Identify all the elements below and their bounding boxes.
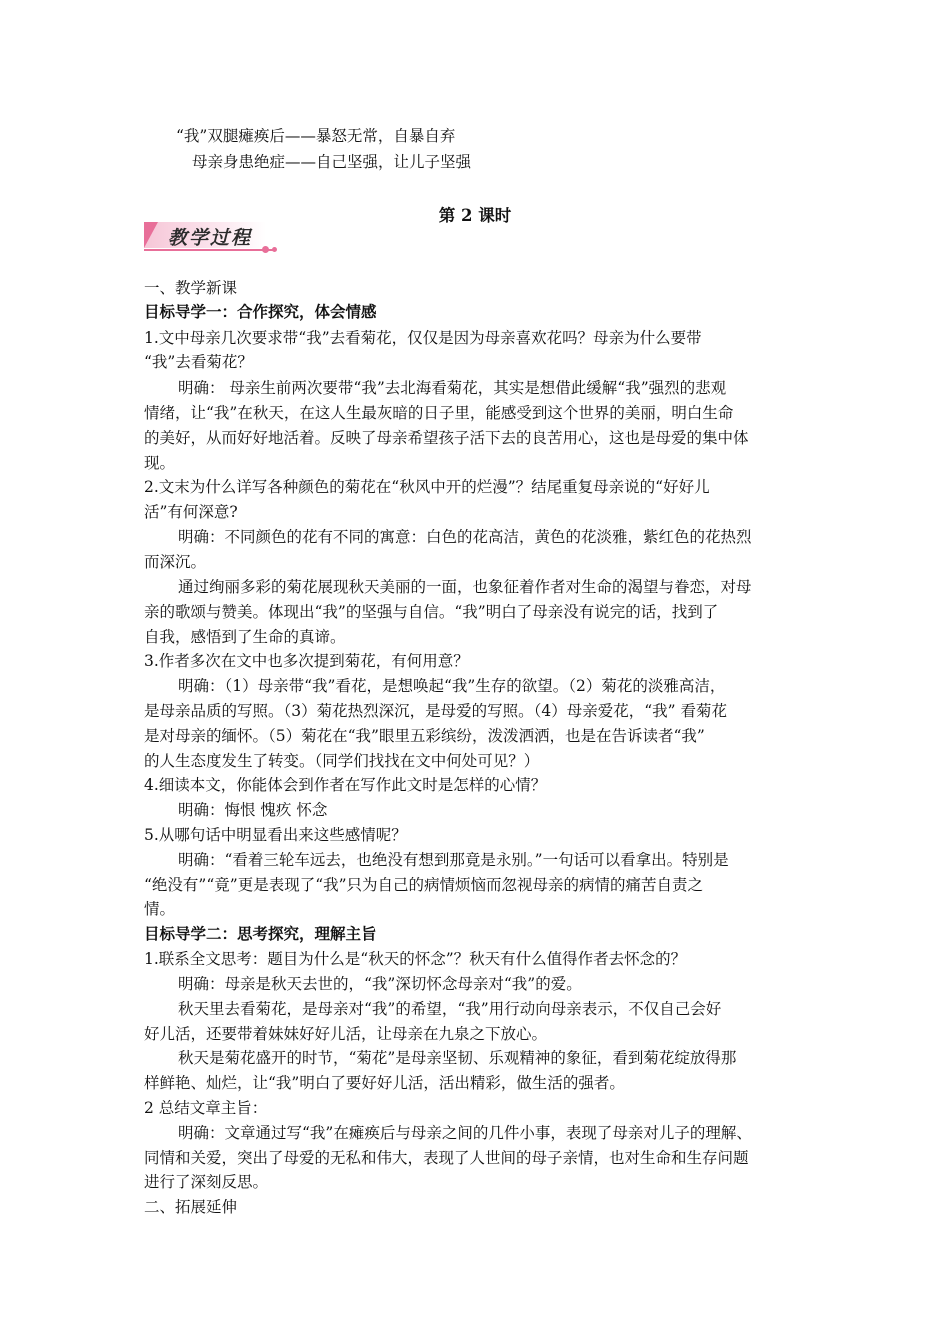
paragraph-line: 样鲜艳、灿烂，让“我”明白了要好好儿活，活出精彩，做生活的强者。 (144, 1074, 625, 1092)
answer-line: 的人生态度发生了转变。（同学们找找在文中何处可见？） (144, 752, 540, 770)
answer-line: 明确：母亲是秋天去世的，“我”深切怀念母亲对“我”的爱。 (178, 975, 582, 993)
banner-label: 教学过程 (168, 227, 253, 249)
paragraph-line: 自我，感悟到了生命的真谛。 (144, 628, 346, 646)
answer-line: 现。 (144, 454, 176, 472)
question-line: 3.作者多次在文中也多次提到菊花，有何用意？ (144, 652, 469, 670)
answer-line: 而深沉。 (144, 553, 207, 571)
intro-line-2: 母亲身患绝症——自己坚强，让儿子坚强 (192, 153, 472, 171)
answer-line: “绝没有”“竟”更是表现了“我”只为自己的病情烦恼而忽视母亲的病情的痛苦自责之 (144, 876, 704, 894)
answer-line: 明确： 母亲生前两次要带“我”去北海看菊花，其实是想借此缓解“我”强烈的悲观 (178, 379, 727, 397)
banner-dot-icon (272, 247, 277, 252)
banner-accent (144, 222, 158, 248)
question-line: 2.文末为什么详写各种颜色的菊花在“秋风中开的烂漫”？结尾重复母亲说的“好好儿 (144, 478, 710, 496)
answer-line: 同情和关爱，突出了母爱的无私和伟大，表现了人世间的母子亲情，也对生命和生存问题 (144, 1149, 749, 1167)
intro-line-1: “我”双腿瘫痪后——暴怒无常，自暴自弃 (176, 127, 456, 145)
answer-line: 明确：“看着三轮车远去，也绝没有想到那竟是永别。”一句话可以看拿出。特别是 (178, 851, 729, 869)
answer-line: 进行了深刻反思。 (144, 1173, 269, 1191)
paragraph-line: 好儿活，还要带着妹妹好好儿活，让母亲在九泉之下放心。 (144, 1025, 548, 1043)
question-line: 1.联系全文思考：题目为什么是“秋天的怀念”？秋天有什么值得作者去怀念的？ (144, 950, 687, 968)
question-line: 1.文中母亲几次要求带“我”去看菊花，仅仅是因为母亲喜欢花吗？母亲为什么要带 (144, 329, 702, 347)
answer-line: 的美好，从而好好地活着。反映了母亲希望孩子活下去的良苦用心，这也是母爱的集中体 (144, 429, 749, 447)
paragraph-line: 秋天里去看菊花，是母亲对“我”的希望，“我”用行动向母亲表示，不仅自己会好 (178, 1000, 722, 1018)
answer-line: 是对母亲的缅怀。（5）菊花在“我”眼里五彩缤纷，泼泼洒洒，也是在告诉读者“我” (144, 727, 705, 745)
answer-line: 明确：文章通过写“我”在瘫痪后与母亲之间的几件小事，表现了母亲对儿子的理解、 (178, 1124, 752, 1142)
question-line: 5.从哪句话中明显看出来这些感情呢？ (144, 826, 407, 844)
paragraph-line: 通过绚丽多彩的菊花展现秋天美丽的一面，也象征着作者对生命的渴望与眷恋，对母 (178, 578, 752, 596)
question-line: 活”有何深意? (144, 503, 238, 521)
question-line: 4.细读本文，你能体会到作者在写作此文时是怎样的心情？ (144, 776, 547, 794)
lesson-title: 第 2 课时 (438, 206, 512, 225)
paragraph-line: 秋天是菊花盛开的时节，“菊花”是母亲坚韧、乐观精神的象征，看到菊花绽放得那 (178, 1049, 737, 1067)
answer-line: 情绪，让“我”在秋天，在这人生最灰暗的日子里，能感受到这个世界的美丽，明白生命 (144, 404, 734, 422)
answer-line: 明确：不同颜色的花有不同的寓意：白色的花高洁，黄色的花淡雅，紫红色的花热烈 (178, 528, 752, 546)
paragraph-line: 亲的歌颂与赞美。体现出“我”的坚强与自信。“我”明白了母亲没有说完的话，找到了 (144, 603, 719, 621)
section-heading: 一、教学新课 (144, 279, 238, 297)
answer-line: 明确：（1）母亲带“我”看花，是想唤起“我”生存的欲望。（2）菊花的淡雅高洁， (178, 677, 726, 695)
answer-line: 情。 (144, 900, 176, 918)
answer-line: 是母亲品质的写照。（3）菊花热烈深沉，是母爱的写照。（4）母亲爱花，“我” 看菊花 (144, 702, 728, 720)
banner-dot-icon (262, 246, 269, 253)
question-line: “我”去看菊花？ (144, 353, 253, 371)
question-line: 2 总结文章主旨： (144, 1099, 268, 1117)
goal-heading: 目标导学二：思考探究，理解主旨 (144, 924, 377, 943)
goal-heading: 目标导学一：合作探究，体会情感 (144, 302, 377, 321)
section-heading: 二、拓展延伸 (144, 1198, 238, 1216)
banner-underline (144, 249, 274, 251)
teaching-process-banner (144, 220, 280, 254)
answer-line: 明确：悔恨 愧疚 怀念 (178, 801, 328, 819)
